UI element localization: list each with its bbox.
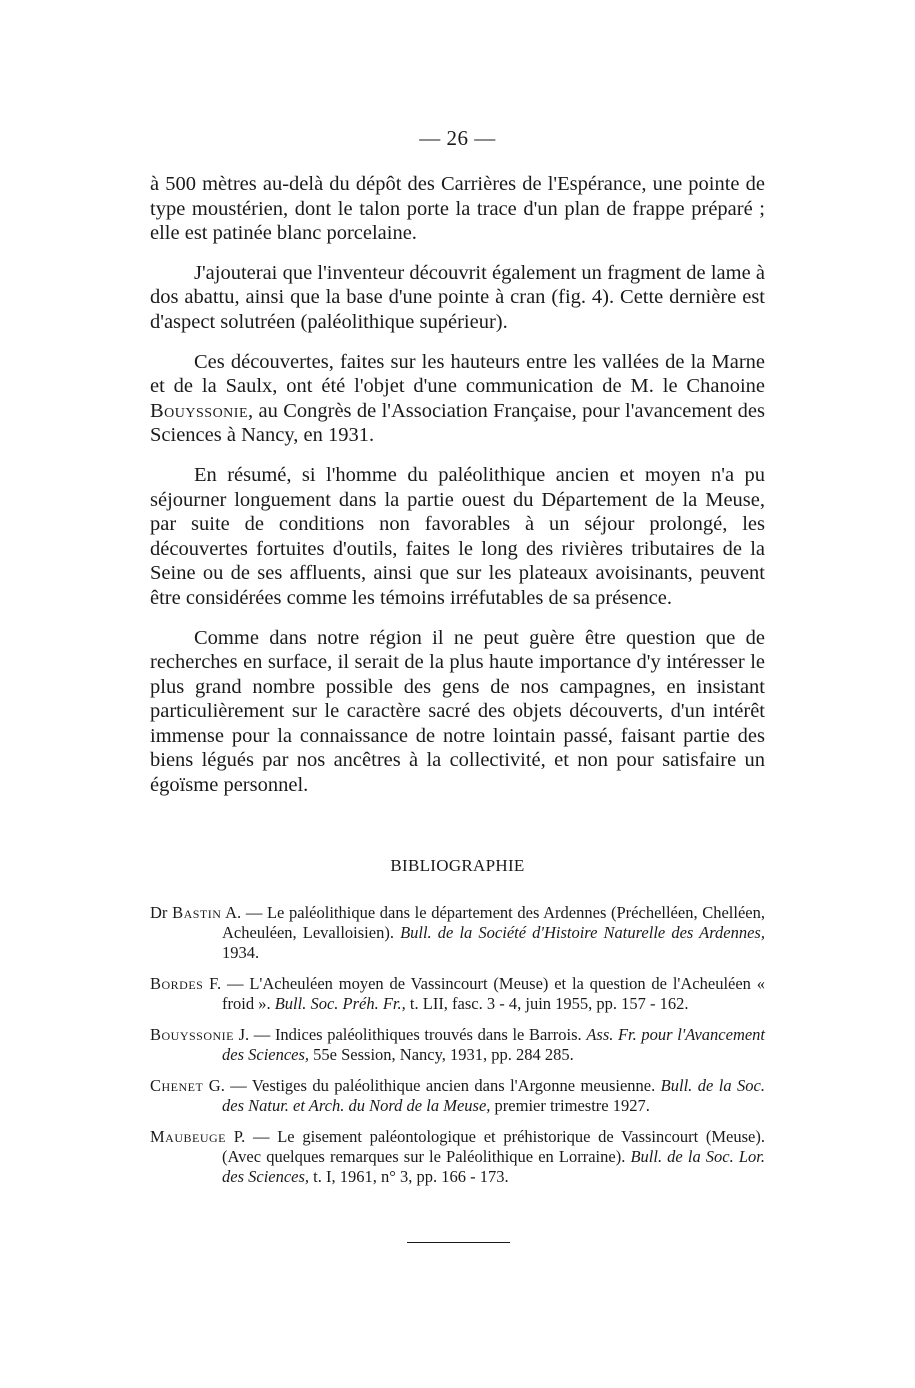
author-name: Bouyssonie xyxy=(150,399,249,422)
paragraph-4: En résumé, si l'homme du paléolithique ancien et moyen n'a pu séjourner longuement dans la partie ouest du Département de la Meuse, par suite de conditions non favorables à un séjour prolongé, les découvertes fortuites d'outils, faites le long des rivières tributaires de la Seine ou de ses affluents, ainsi que sur les plateaux avoisinants, peuvent être considérées comme les témoins irréfutables de sa présence. xyxy=(150,463,765,609)
entry-text: Indices paléolithiques trouvés dans le Barrois. xyxy=(274,1025,587,1044)
entry-initial: J. — xyxy=(234,1025,275,1044)
entry-tail: t. LII, fasc. 3 - 4, juin 1955, pp. 157 - 162. xyxy=(405,994,689,1013)
bibliography-entry xyxy=(150,903,765,963)
entry-text: Le gisement paléontologique et préhistorique de Vassincourt (Meuse). (Avec quelques remarques sur le Paléolithique en Lorraine). xyxy=(222,1127,765,1166)
bibliography-entry xyxy=(150,974,765,1014)
entry-tail: 1934. xyxy=(222,943,260,962)
entry-journal: Bull. de la Soc. Lor. des Sciences, xyxy=(222,1147,766,1186)
entry-text: L'Acheuléen moyen de Vassincourt (Meuse) et la question de l'Acheuléen « froid ». xyxy=(222,974,765,1013)
entry-author: Bastin xyxy=(172,903,222,922)
entry-initial: F. — xyxy=(203,974,250,993)
paragraph-3-before: Ces découvertes, faites sur les hauteurs entre les vallées de la Marne et de la Saulx, ont été l'objet d'une communication de M. le Chanoine xyxy=(150,350,765,398)
entry-text: Le paléolithique dans le département des Ardennes (Préchelléen, Chelléen, Acheuléen, Levalloisien). xyxy=(222,903,765,942)
body-text xyxy=(150,172,765,813)
entry-initial: A. — xyxy=(221,903,267,922)
paragraph-3 xyxy=(150,350,765,448)
entry-journal: Bull. Soc. Préh. Fr., xyxy=(274,994,406,1013)
entry-tail: 55e Session, Nancy, 1931, pp. 284 285. xyxy=(309,1045,574,1064)
paragraph-5: Comme dans notre région il ne peut guère être question que de recherches en surface, il serait de la plus haute importance d'y intéresser le plus grand nombre possible des gens de nos campagnes, en insistant particulièrement sur le caractère sacré des objets découverts, d'un intérêt immense pour la connaissance de notre lointain passé, faisant partie des biens légués par nos ancêtres à la collectivité, et non pour satisfaire un égoïsme personnel. xyxy=(150,626,765,797)
entry-author: Chenet xyxy=(150,1076,204,1095)
entry-prefix: Dr xyxy=(150,903,173,922)
paragraph-3-after: , au Congrès de l'Association Française, pour l'avancement des Sciences à Nancy, en 1931. xyxy=(150,399,765,447)
paragraph-2: J'ajouterai que l'inventeur découvrit également un fragment de lame à dos abattu, ainsi que la base d'une pointe à cran (fig. 4). Cette dernière est d'aspect solutréen (paléolithique supérieur). xyxy=(150,261,765,333)
bibliography-entry xyxy=(150,1025,765,1065)
paragraph-1: à 500 mètres au-delà du dépôt des Carrières de l'Espérance, une pointe de type moustérien, dont le talon porte la trace d'un plan de frappe préparé ; elle est patinée blanc porcelaine. xyxy=(150,173,765,245)
entry-journal: Bull. de la Soc. des Natur. et Arch. du Nord de la Meuse, xyxy=(222,1076,765,1115)
entry-initial: P. — xyxy=(226,1127,278,1146)
bibliography-entry xyxy=(150,1076,765,1116)
bibliography-list xyxy=(150,903,765,1198)
bibliography-entry xyxy=(150,1127,765,1187)
entry-author: Bordes xyxy=(150,974,204,993)
entry-journal: Bull. de la Société d'Histoire Naturelle des Ardennes, xyxy=(400,923,765,942)
closing-rule xyxy=(407,1242,510,1243)
entry-author: Bouyssonie xyxy=(150,1025,235,1044)
page-number: — 26 — xyxy=(419,126,496,150)
entry-tail: premier trimestre 1927. xyxy=(490,1096,650,1115)
entry-tail: t. I, 1961, n° 3, pp. 166 - 173. xyxy=(309,1167,509,1186)
entry-text: Vestiges du paléolithique ancien dans l'Argonne meusienne. xyxy=(251,1076,661,1095)
entry-author: Maubeuge xyxy=(150,1127,226,1146)
bibliography-title: BIBLIOGRAPHIE xyxy=(390,856,525,875)
entry-initial: G. — xyxy=(203,1076,252,1095)
entry-journal: Ass. Fr. pour l'Avancement des Sciences, xyxy=(222,1025,766,1064)
